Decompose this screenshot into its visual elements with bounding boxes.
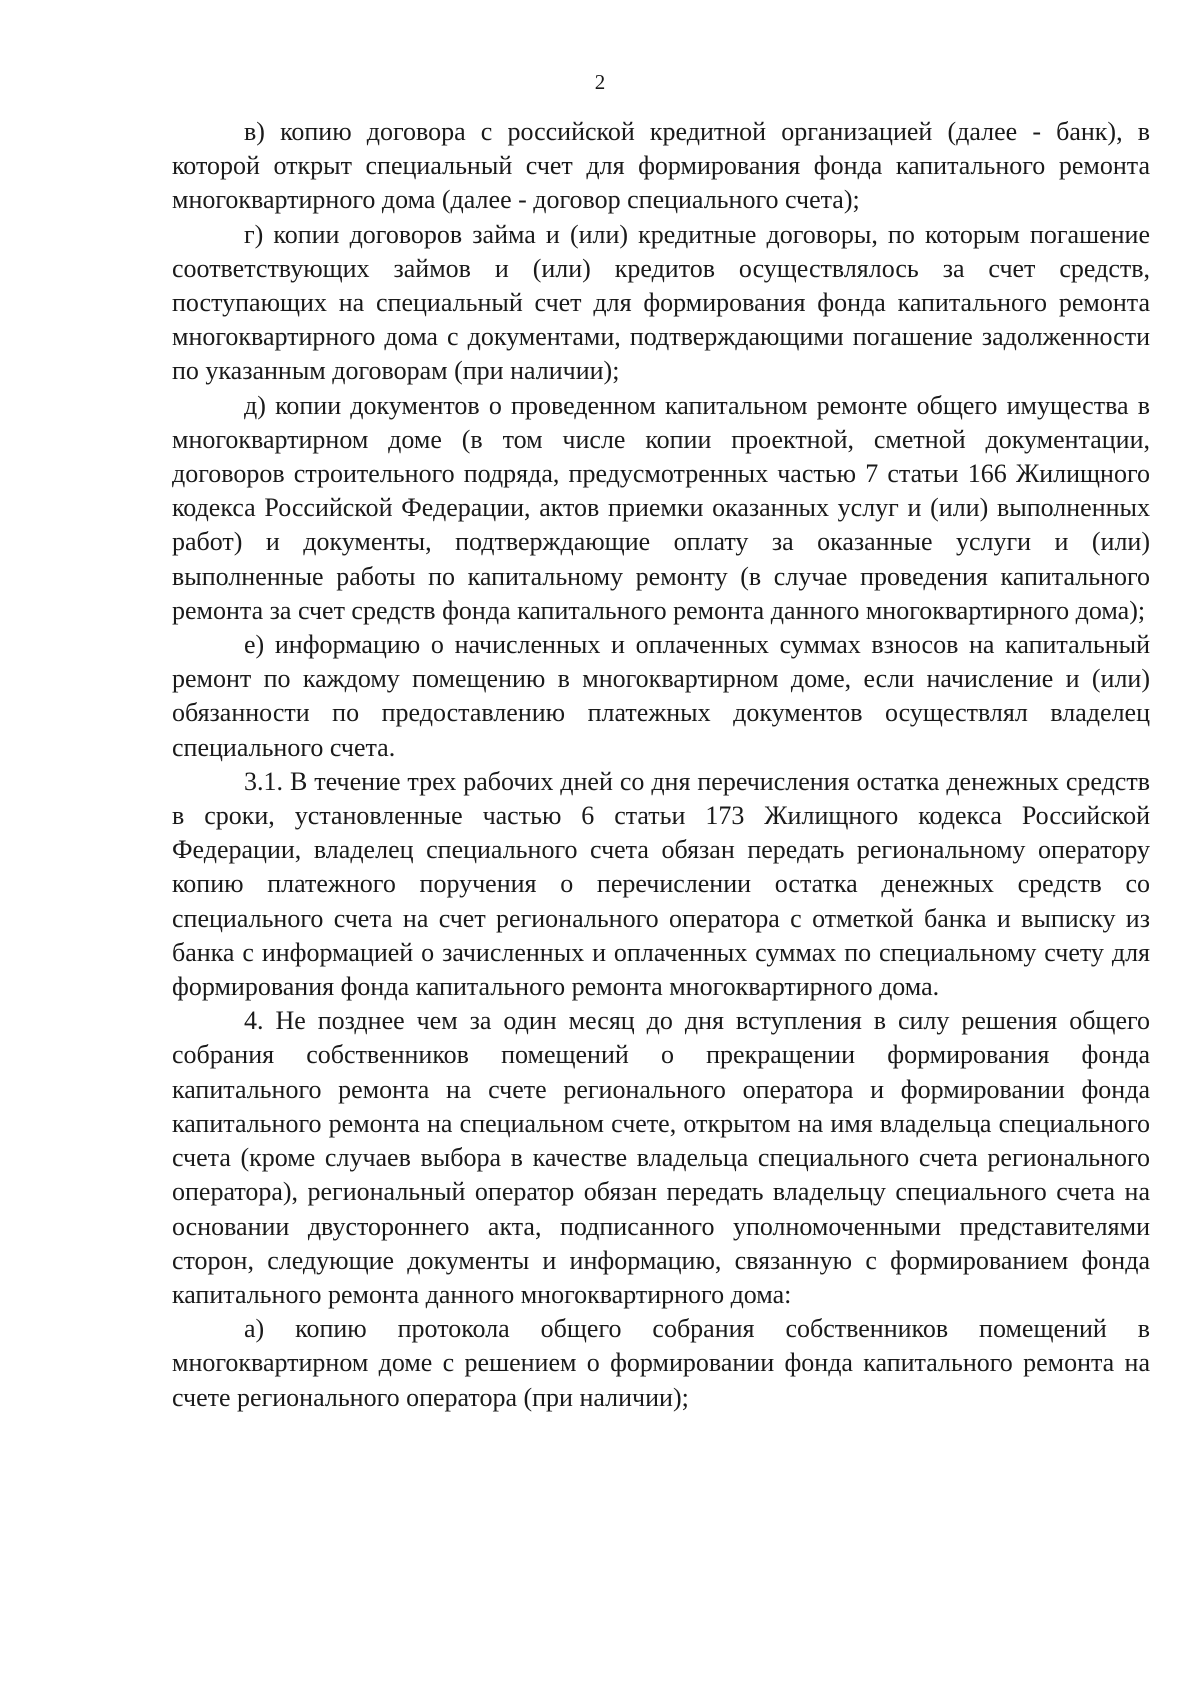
page-number: 2: [594, 70, 606, 94]
paragraph-v: в) копию договора с российской кредитной организацией (далее - банк), в которой открыт специальный счет для формирования фонда капитального ремонта многоквартирного дома (далее - договор специального счета);: [172, 117, 1150, 215]
paragraph-g: г) копии договоров займа и (или) кредитные договоры, по которым погашение соответствующих займов и (или) кредитов осуществлялось за счет средств, поступающих на специальный счет для формирования фонда капитального ремонта многоквартирного дома с документами, подтверждающими погашение задолженности по указанным договорам (при наличии);: [172, 219, 1150, 386]
paragraph-3-1: 3.1. В течение трех рабочих дней со дня перечисления остатка денежных средств в сроки, установленные частью 6 статьи 173 Жилищного кодекса Российской Федерации, владелец специального счета обязан передать региональному оператору копию платежного поручения о перечислении остатка денежных средств со специального счета на счет регионального оператора с отметкой банка и выписку из банка с информацией о зачисленных и оплаченных суммах по специальному счету для формирования фонда капитального ремонта многоквартирного дома.: [172, 766, 1150, 1002]
paragraph-e: е) информацию о начисленных и оплаченных суммах взносов на капитальный ремонт по каждому помещению в многоквартирном доме, если начисление и (или) обязанности по предоставлению платежных документов осуществлял владелец специального счета.: [172, 630, 1150, 762]
paragraph-a: а) копию протокола общего собрания собственников помещений в многоквартирном доме с решением о формировании фонда капитального ремонта на счете регионального оператора (при наличии);: [172, 1314, 1150, 1412]
paragraph-d: д) копии документов о проведенном капитальном ремонте общего имущества в многоквартирном доме (в том числе копии проектной, сметной документации, договоров строительного подряда, предусмотренных частью 7 статьи 166 Жилищного кодекса Российской Федерации, актов приемки оказанных услуг и (или) выполненных работ) и документы, подтверждающие оплату за оказанные услуги и (или) выполненные работы по капитальному ремонту (в случае проведения капитального ремонта за счет средств фонда капитального ремонта данного многоквартирного дома);: [172, 390, 1150, 625]
paragraph-4: 4. Не позднее чем за один месяц до дня вступления в силу решения общего собрания собственников помещений о прекращении формирования фонда капитального ремонта на счете регионального оператора и формировании фонда капитального ремонта на специальном счете, открытом на имя владельца специального счета (кроме случаев выбора в качестве владельца специального счета регионального оператора), региональный оператор обязан передать владельцу специального счета на основании двустороннего акта, подписанного уполномоченными представителями сторон, следующие документы и информацию, связанную с формированием фонда капитального ремонта данного многоквартирного дома:: [172, 1006, 1150, 1309]
document-body: [172, 115, 1150, 1415]
